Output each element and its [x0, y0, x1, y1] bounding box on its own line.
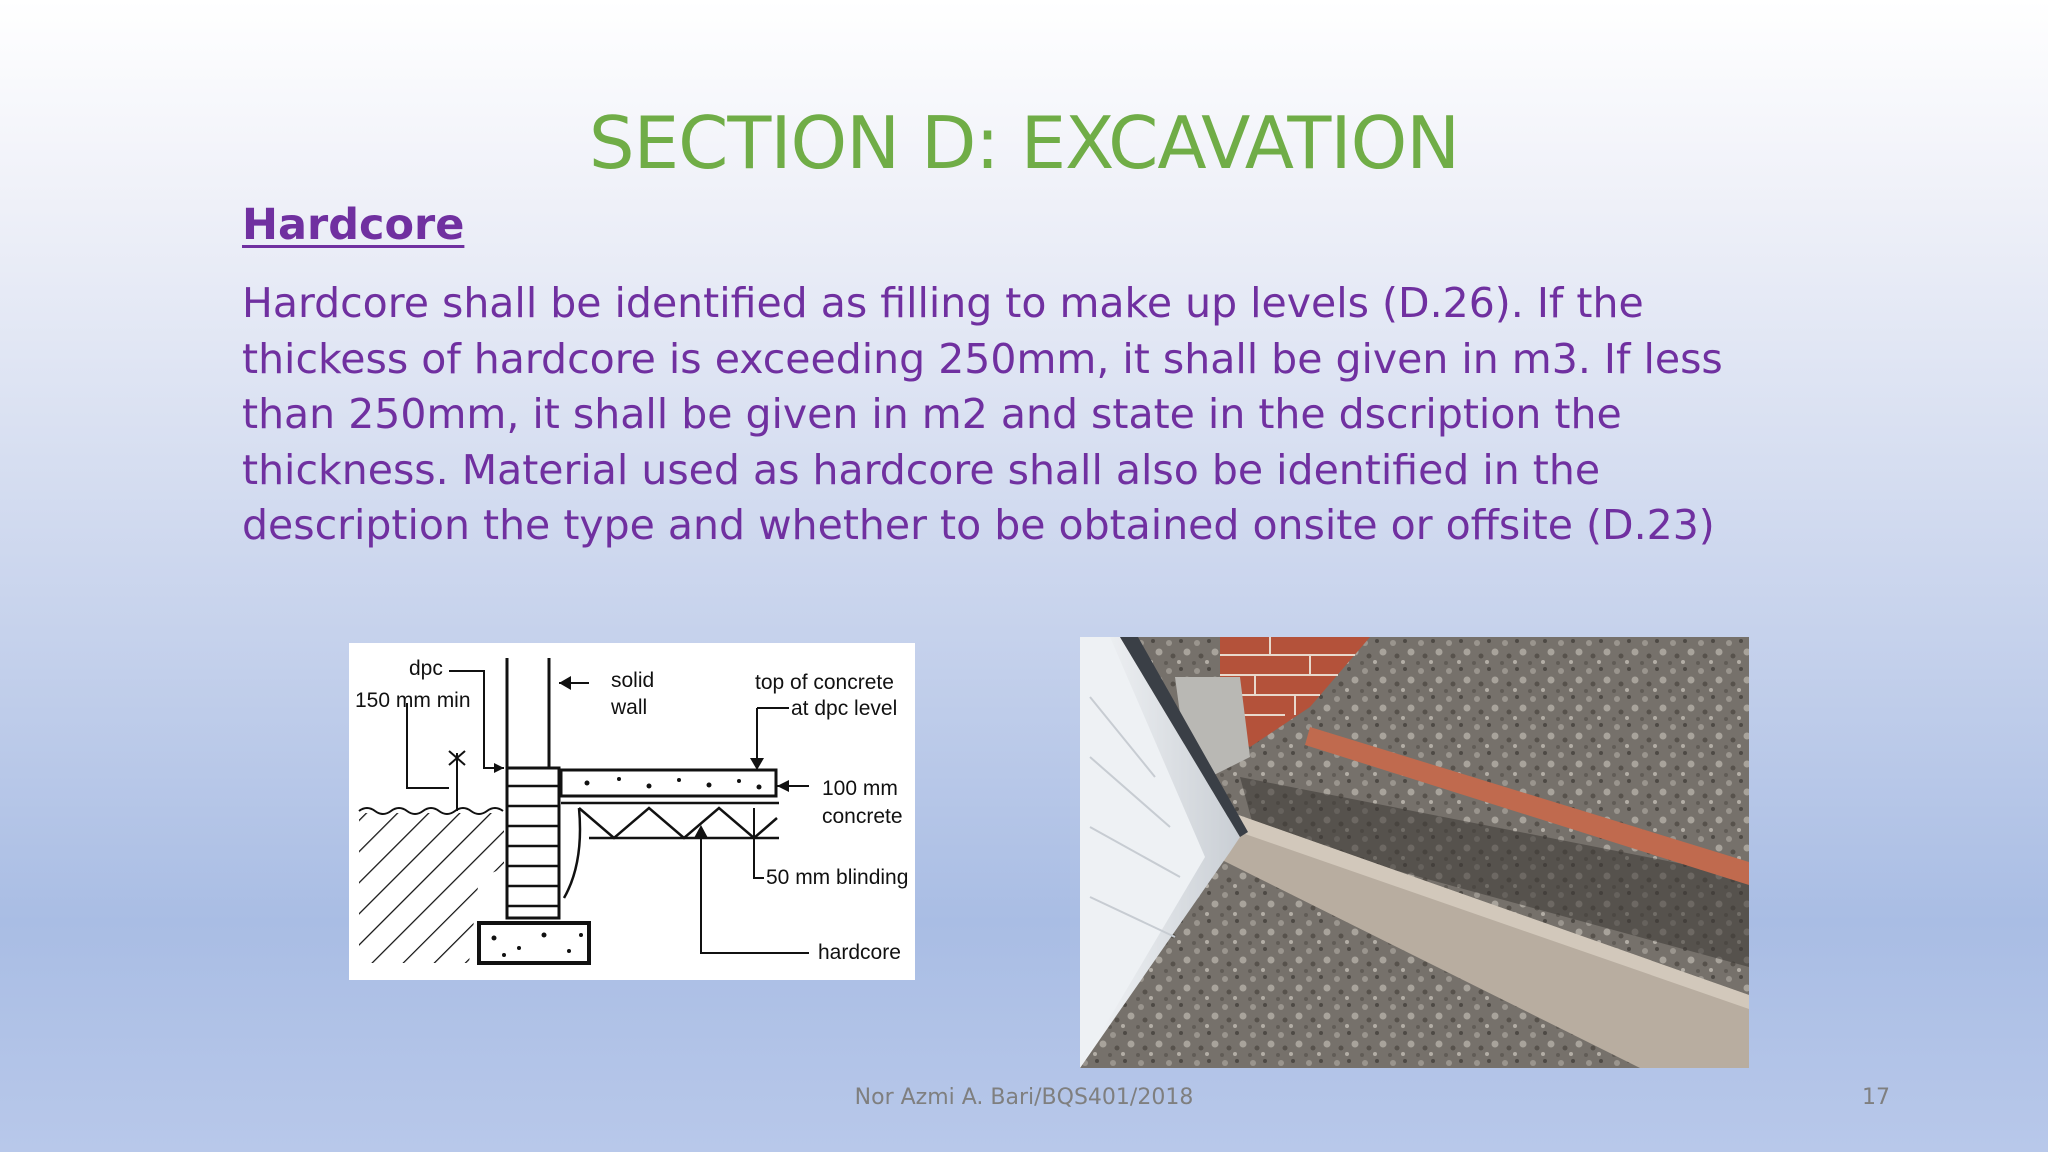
section-subheading: Hardcore: [242, 200, 465, 250]
body-paragraph: [242, 276, 1762, 554]
diagram-drawing: [349, 643, 915, 980]
page-number: 17: [1862, 1085, 1890, 1110]
label-blinding: 50 mm blinding: [766, 866, 909, 889]
body-line: Hardcore shall be identified as filling to make up levels (D.26). If the: [242, 279, 1644, 327]
label-wall: wall: [611, 696, 648, 719]
slide-title: SECTION D: EXCAVATION: [588, 101, 1460, 185]
body-line: than 250mm, it shall be given in m2 and state in the dscription the: [242, 390, 1622, 438]
photo-drawing: [1080, 637, 1749, 1068]
label-dpc-level: at dpc level: [791, 697, 898, 720]
body-line: description the type and whether to be obtained onsite or offsite (D.23): [242, 501, 1715, 549]
label-min-height: 150 mm min: [355, 689, 471, 712]
label-concrete-thickness: 100 mm: [822, 777, 898, 800]
footer-author: Nor Azmi A. Bari/BQS401/2018: [854, 1085, 1194, 1110]
label-dpc: dpc: [409, 657, 443, 680]
label-solid: solid: [611, 669, 655, 692]
label-hardcore: hardcore: [818, 941, 901, 964]
hardcore-section-diagram: [349, 643, 915, 980]
label-top-of-concrete: top of concrete: [755, 671, 894, 694]
body-line: thickness. Material used as hardcore shall also be identified in the: [242, 445, 1601, 494]
hardcore-site-photo: [1080, 637, 1749, 1068]
body-line: thickess of hardcore is exceeding 250mm, it shall be given in m3. If less: [242, 334, 1723, 383]
label-concrete: concrete: [822, 805, 903, 828]
